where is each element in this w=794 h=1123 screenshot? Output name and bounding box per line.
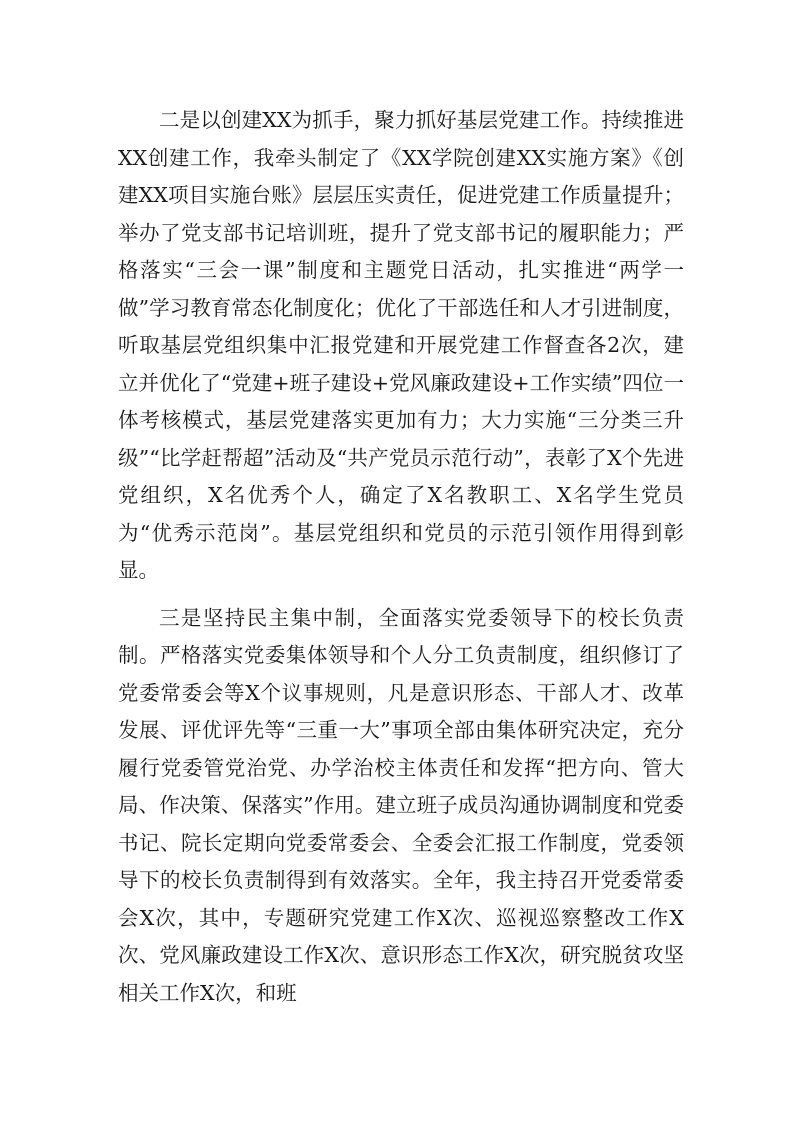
paragraph-democratic-centralism: 三是坚持民主集中制，全面落实党委领导下的校长负责制。严格落实党委集体领导和个人分工负责制度，组织修订了党委常委会等X个议事规则，凡是意识形态、干部人才、改革发展、评优评先等“三重一大”事项全部由集体研究决定，充分履行党委管党治党、办学治校主体责任和发挥“把方向、管大局、作决策、保落实”作用。建立班子成员沟通协调制度和党委书记、院长定期向党委常委会、全委会汇报工作制度，党委领导下的校长负责制得到有效落实。全年，我主持召开党委常委会X次，其中，专题研究党建工作X次、巡视巡察整改工作X次、党风廉政建设工作X次、意识形态工作X次，研究脱贫攻坚相关工作X次，和班 <box>118 605 684 1005</box>
paragraph-party-building: 二是以创建XX为抓手，聚力抓好基层党建工作。持续推进XX创建工作，我牵头制定了《XX学院创建XX实施方案》《创建XX项目实施台账》层层压实责任，促进党建工作质量提升；举办了党支部书记培训班，提升了党支部书记的履职能力；严格落实“三会一课”制度和主题党日活动，扎实推进“两学一做”学习教育常态化制度化；优化了干部选任和人才引进制度，听取基层党组织集中汇报党建和开展党建工作督查各2次，建立并优化了“党建+班子建设+党风廉政建设+工作实绩”四位一体考核模式，基层党建落实更加有力；大力实施“三分类三升级”“比学赶帮超”活动及“共产党员示范行动”，表彰了X个先进党组织，X名优秀个人，确定了X名教职工、X名学生党员为“优秀示范岗”。基层党组织和党员的示范引领作用得到彰显。 <box>118 108 684 582</box>
document-body <box>118 102 684 1012</box>
